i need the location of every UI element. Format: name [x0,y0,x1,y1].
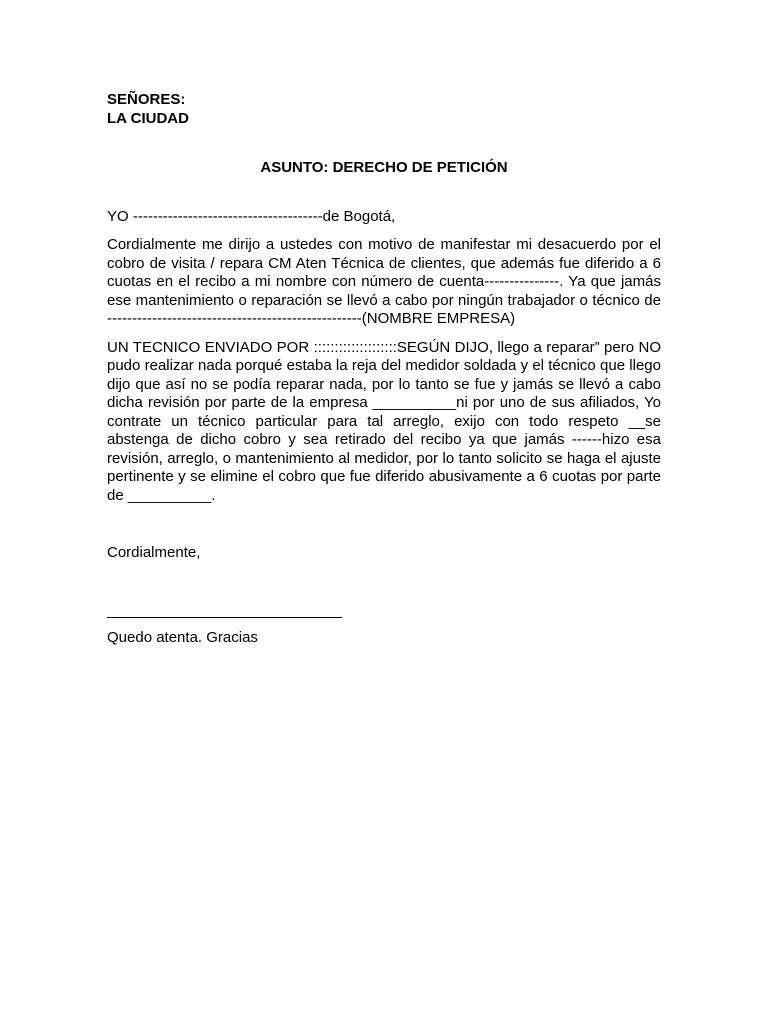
paragraph-2: UN TECNICO ENVIADO POR ::::::::::::::::::::SEGÚN DIJO, llego a reparar” pero NO pudo realizar nada porqué estaba la reja del medidor soldada y el técnico que llego dijo que así no se podía reparar nada, por lo tanto se fue y jamás se llevó a cabo dicha revisión por parte de la empresa __________ni por uno de sus afiliados, Yo contrate un técnico particular para tal arreglo, exijo con todo respeto __se abstenga de dicho cobro y sea retirado del recibo ya que jamás ------hizo esa revisión, arreglo, o mantenimiento al medidor, por lo tanto solicito se haga el ajuste pertinente y se elimine el cobro que fue diferido abusivamente a 6 cuotas por parte de __________. [107,338,661,504]
farewell-line: Quedo atenta. Gracias [107,628,258,646]
signature-line [107,617,342,618]
paragraph-1: Cordialmente me dirijo a ustedes con motivo de manifestar mi desacuerdo por el cobro de visita / repara CM Aten Técnica de clientes, que además fue diferido a 6 cuotas en el recibo a mi nombre con número de cuenta---------------. Ya que jamás ese mantenimiento o reparación se llevó a cabo por ningún trabajador o técnico de ---------------------------------------------------(NOMBRE EMPRESA) [107,236,661,327]
closing-line: Cordialmente, [107,544,201,561]
recipient-line-2: LA CIUDAD [107,109,189,127]
recipient-line-1: SEÑORES: [107,91,186,108]
letter-page [107,91,661,647]
subject-heading: ASUNTO: DERECHO DE PETICIÓN [260,159,508,176]
recipient-block [107,91,661,128]
intro-line: YO --------------------------------------de Bogotá, [107,207,396,225]
